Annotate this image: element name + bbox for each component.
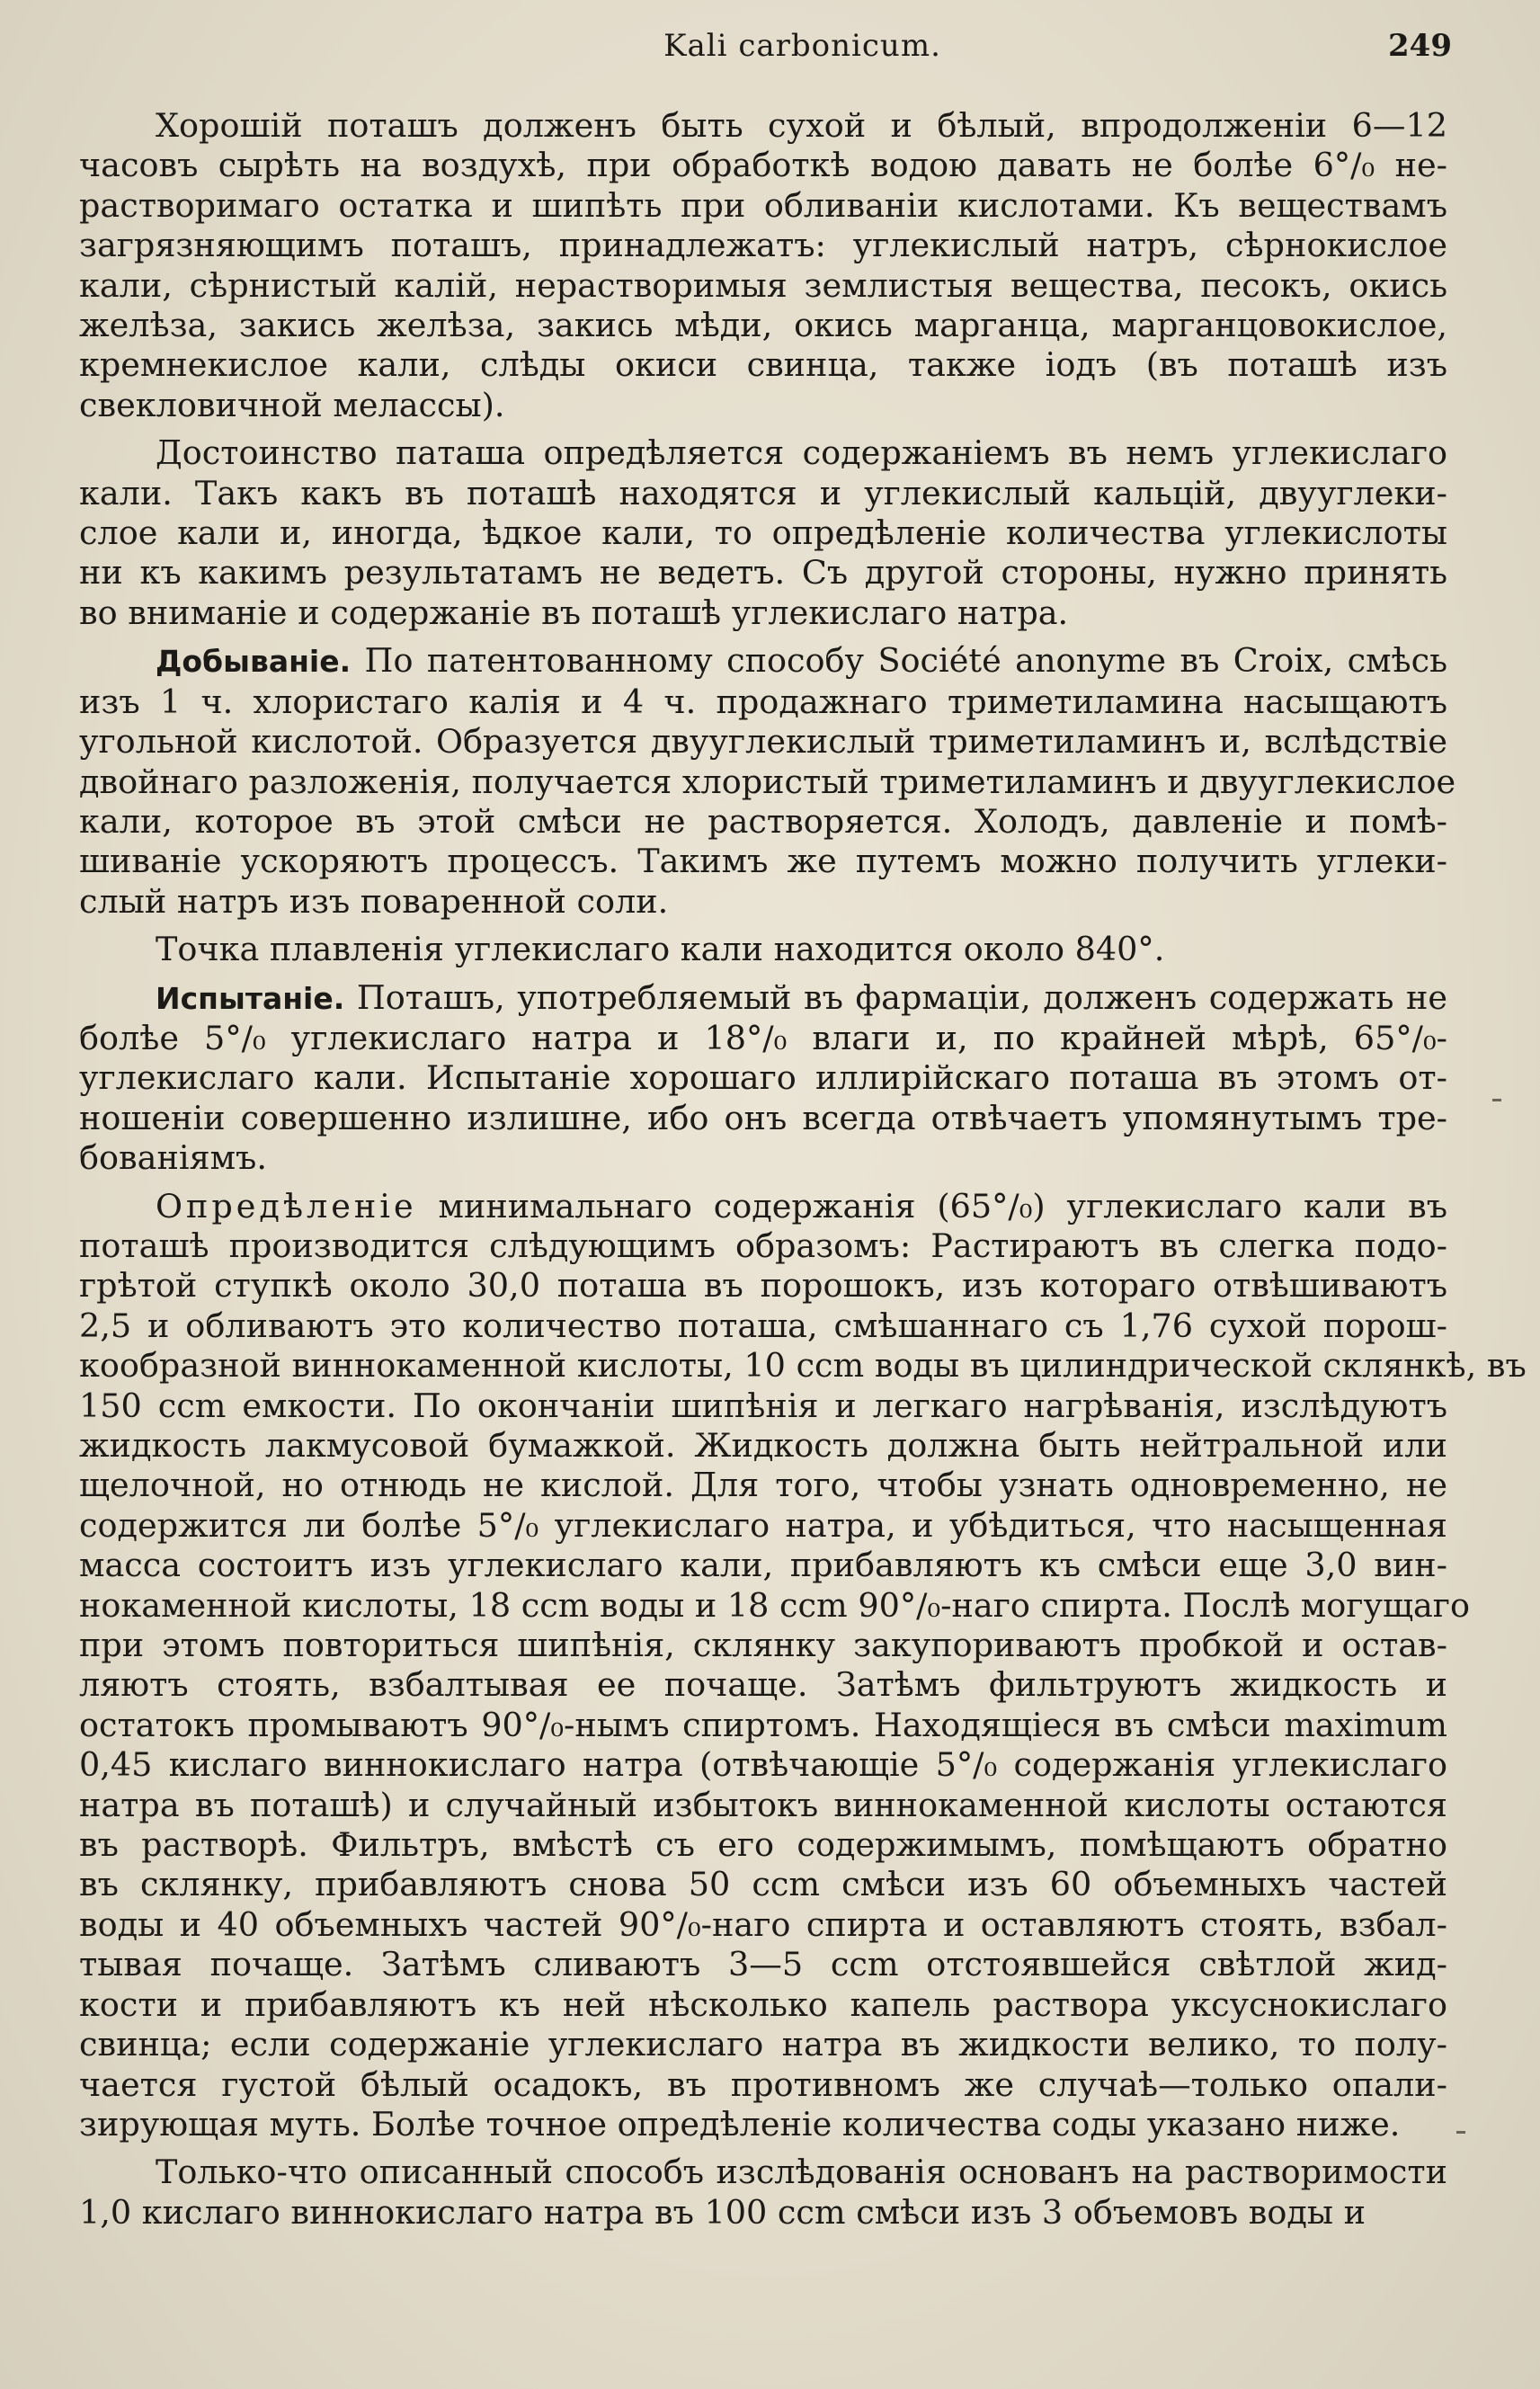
line-text: во вниманіе и содержаніе въ поташѣ углекислаго натра. bbox=[79, 593, 1069, 632]
line-text: бованіямъ. bbox=[79, 1138, 267, 1178]
text-line bbox=[79, 2025, 1447, 2064]
text-line bbox=[79, 1466, 1447, 1505]
spaced-lead-word: Опредѣленіе bbox=[156, 1186, 417, 1226]
line-text: часовъ сырѣть на воздухѣ, при обработкѣ водою давать не болѣе 6°/₀ не- bbox=[79, 146, 1447, 185]
text-line bbox=[79, 474, 1447, 513]
text-line bbox=[79, 1985, 1447, 2025]
line-text: 150 cсm емкости. По окончаніи шипѣнія и легкаго нагрѣванія, изслѣдуютъ bbox=[79, 1386, 1447, 1425]
line-text: 0,45 кислаго виннокислаго натра (отвѣчающіе 5°/₀ содержанія углекислаго bbox=[79, 1745, 1447, 1785]
line-text: кремнекислое кали, слѣды окиси свинца, также іодъ (въ поташѣ изъ bbox=[79, 345, 1447, 385]
line-text: свинца; если содержаніе углекислаго натра въ жидкости велико, то полу- bbox=[79, 2025, 1447, 2064]
line-text: при этомъ повториться шипѣнія, склянку закупориваютъ пробкой и остав- bbox=[79, 1626, 1447, 1665]
text-line bbox=[79, 842, 1447, 881]
text-line bbox=[79, 345, 1447, 385]
text-line bbox=[79, 306, 1447, 345]
line-text: чается густой бѣлый осадокъ, въ противномъ же случаѣ—только опали- bbox=[79, 2064, 1447, 2104]
text-line bbox=[79, 146, 1447, 185]
text-line bbox=[79, 1706, 1447, 1745]
running-title: Kali carbonicum. bbox=[663, 28, 941, 64]
line-text: въ склянку, прибавляютъ снова 50 cсm смѣси изъ 60 объемныхъ частей bbox=[79, 1865, 1447, 1904]
text-line bbox=[79, 1346, 1527, 1386]
line-text: 2,5 и обливаютъ это количество поташа, смѣшаннаго съ 1,76 сухой порош- bbox=[79, 1306, 1447, 1345]
text-line bbox=[79, 1099, 1447, 1138]
line-text: натра въ поташѣ) и случайный избытокъ виннокаменной кислоты остаются bbox=[79, 1785, 1447, 1824]
line-text: Точка плавленія углекислаго кали находится около 840°. bbox=[156, 930, 1165, 969]
text-line bbox=[79, 1386, 1447, 1426]
paragraph bbox=[79, 2153, 1447, 2233]
text-line bbox=[79, 1226, 1447, 1266]
text-line bbox=[79, 682, 1447, 722]
paragraph bbox=[79, 641, 1456, 922]
line-text: свекловичной мелассы). bbox=[79, 385, 505, 424]
line-text: кали, сѣрнистый калій, нерастворимыя землистыя вещества, песокъ, окись bbox=[79, 265, 1447, 305]
text-line bbox=[79, 1266, 1447, 1306]
page-header bbox=[153, 23, 1452, 68]
line-text: ляютъ стоять, взбалтывая ее почаще. Затѣмъ фильтруютъ жидкость и bbox=[79, 1665, 1447, 1705]
text-line bbox=[79, 513, 1447, 553]
text-line bbox=[79, 2065, 1447, 2105]
line-text: желѣза, закись желѣза, закись мѣди, окись марганца, марганцовокислое, bbox=[79, 306, 1447, 345]
text-line bbox=[79, 930, 1447, 969]
text-line bbox=[79, 186, 1447, 226]
text-line bbox=[79, 1786, 1447, 1825]
text-line bbox=[79, 553, 1447, 593]
text-line bbox=[79, 1306, 1447, 1346]
line-text: минимальнаго содержанія (65°/₀) углекислаго кали въ bbox=[416, 1186, 1447, 1226]
line-text: углекислаго кали. Испытаніе хорошаго иллирійскаго поташа въ этомъ от- bbox=[79, 1058, 1447, 1098]
line-text: слое кали и, иногда, ѣдкое кали, то опредѣленіе количества углекислоты bbox=[79, 513, 1447, 553]
line-text: изъ 1 ч. хлористаго калія и 4 ч. продажнаго триметиламина насыщаютъ bbox=[79, 682, 1447, 721]
text-line bbox=[79, 386, 1447, 425]
line-text: остатокъ промываютъ 90°/₀-нымъ спиртомъ. Находящіеся въ смѣси maximum bbox=[79, 1705, 1447, 1744]
text-line bbox=[79, 1865, 1447, 1904]
line-text: щелочной, но отнюдь не кислой. Для того, чтобы узнать одновременно, не bbox=[79, 1466, 1447, 1505]
line-text: въ растворѣ. Фильтръ, вмѣстѣ съ его содержимымъ, помѣщаютъ обратно bbox=[79, 1825, 1447, 1865]
text-line bbox=[79, 1665, 1447, 1705]
text-line bbox=[79, 1546, 1447, 1585]
text-line bbox=[79, 106, 1447, 146]
text-line bbox=[79, 1945, 1447, 1984]
line-text: Достоинство паташа опредѣляется содержаніемъ въ немъ углекислаго bbox=[156, 433, 1447, 473]
line-text: двойнаго разложенія, получается хлористый триметиламинъ и двууглекислое bbox=[79, 762, 1456, 801]
text-line bbox=[79, 882, 1447, 922]
line-text: болѣе 5°/₀ углекислаго натра и 18°/₀ влаги и, по крайней мѣрѣ, 65°/₀- bbox=[79, 1018, 1447, 1057]
line-text: грѣтой ступкѣ около 30,0 поташа въ порошокъ, изъ котораго отвѣшиваютъ bbox=[79, 1266, 1447, 1306]
text-line bbox=[79, 226, 1447, 265]
line-text: масса состоитъ изъ углекислаго кали, прибавляютъ къ смѣси еще 3,0 вин- bbox=[79, 1546, 1447, 1585]
line-text: тывая почаще. Затѣмъ сливаютъ 3—5 cсm отстоявшейся свѣтлой жид- bbox=[79, 1945, 1447, 1984]
section-heading: Испытаніе. bbox=[156, 980, 345, 1016]
text-line bbox=[79, 1626, 1447, 1665]
line-text: воды и 40 объемныхъ частей 90°/₀-наго спирта и оставляютъ стоять, взбал- bbox=[79, 1904, 1447, 1944]
text-line bbox=[79, 1506, 1447, 1546]
text-line bbox=[79, 266, 1447, 306]
text-line bbox=[79, 593, 1447, 633]
line-text: кообразной виннокаменной кислоты, 10 cсm воды въ цилиндрической склянкѣ, въ bbox=[79, 1346, 1527, 1386]
section-heading: Добываніе. bbox=[156, 644, 352, 680]
line-text: кали, которое въ этой смѣси не растворяется. Холодъ, давленіе и помѣ- bbox=[79, 801, 1447, 841]
text-line bbox=[79, 1058, 1447, 1098]
line-text: 1,0 кислаго виннокислаго натра въ 100 cсm смѣси изъ 3 объемовъ воды и bbox=[79, 2192, 1366, 2232]
body-text bbox=[79, 106, 1527, 2241]
text-line bbox=[79, 1019, 1447, 1058]
line-text: содержится ли болѣе 5°/₀ углекислаго натра, и убѣдиться, что насыщенная bbox=[79, 1505, 1447, 1545]
text-line bbox=[79, 722, 1447, 762]
line-text: зирующая муть. Болѣе точное опредѣленіе количества соды указано ниже. bbox=[79, 2104, 1401, 2144]
line-text: угольной кислотой. Образуется двууглекислый триметиламинъ и, вслѣдствіе bbox=[79, 722, 1447, 762]
line-text: ни къ какимъ результатамъ не ведетъ. Съ другой стороны, нужно принять bbox=[79, 553, 1447, 593]
line-text: растворимаго остатка и шипѣть при обливаніи кислотами. Къ веществамъ bbox=[79, 185, 1447, 225]
line-text: шиваніе ускоряютъ процессъ. Такимъ же путемъ можно получить углеки- bbox=[79, 842, 1447, 881]
text-line bbox=[79, 1745, 1447, 1785]
line-text: Хорошій поташъ долженъ быть сухой и бѣлый, впродолженіи 6—12 bbox=[156, 106, 1447, 145]
line-text: жидкость лакмусовой бумажкой. Жидкость должна быть нейтральной или bbox=[79, 1426, 1447, 1465]
line-text: нокаменной кислоты, 18 cсm воды и 18 cсm 90°/₀-наго спирта. Послѣ могущаго bbox=[79, 1585, 1470, 1625]
paragraph bbox=[79, 978, 1447, 1179]
paragraph bbox=[79, 433, 1447, 633]
text-line bbox=[79, 1426, 1447, 1466]
text-line bbox=[79, 2105, 1447, 2144]
line-text: ношеніи совершенно излишне, ибо онъ всегда отвѣчаетъ упомянутымъ тре- bbox=[79, 1098, 1447, 1137]
paragraph bbox=[79, 1186, 1527, 2145]
line-text: кали. Такъ какъ въ поташѣ находятся и углекислый кальцій, двууглеки- bbox=[79, 473, 1447, 513]
text-line bbox=[79, 2153, 1447, 2192]
paragraph bbox=[79, 930, 1447, 969]
text-line bbox=[79, 1905, 1447, 1945]
text-line bbox=[79, 1138, 1447, 1178]
line-text: Только-что описанный способъ изслѣдованія основанъ на растворимости bbox=[156, 2153, 1447, 2192]
text-line bbox=[79, 978, 1447, 1019]
text-line bbox=[79, 1585, 1470, 1626]
text-line bbox=[79, 641, 1447, 682]
text-line bbox=[79, 1187, 1447, 1226]
text-line bbox=[79, 802, 1447, 842]
margin-mark bbox=[1492, 1099, 1501, 1101]
line-text: поташѣ производится слѣдующимъ образомъ: Растираютъ въ слегка подо- bbox=[79, 1226, 1447, 1265]
line-text: Поташъ, употребляемый въ фармаціи, долженъ содержать не bbox=[344, 977, 1447, 1017]
page-number: 249 bbox=[1388, 28, 1452, 64]
paragraph bbox=[79, 106, 1447, 425]
text-line bbox=[79, 1825, 1447, 1865]
margin-mark bbox=[1456, 2131, 1465, 2134]
line-text: слый натръ изъ поваренной соли. bbox=[79, 881, 669, 921]
text-line bbox=[79, 2193, 1447, 2233]
line-text: По патентованному способу Société anonyme въ Croix, смѣсь bbox=[351, 641, 1447, 681]
line-text: кости и прибавляютъ къ ней нѣсколько капель раствора уксуснокислаго bbox=[79, 1984, 1447, 2024]
text-line bbox=[79, 433, 1447, 473]
text-line bbox=[79, 762, 1456, 802]
line-text: загрязняющимъ поташъ, принадлежатъ: углекислый натръ, сѣрнокислое bbox=[79, 226, 1447, 265]
